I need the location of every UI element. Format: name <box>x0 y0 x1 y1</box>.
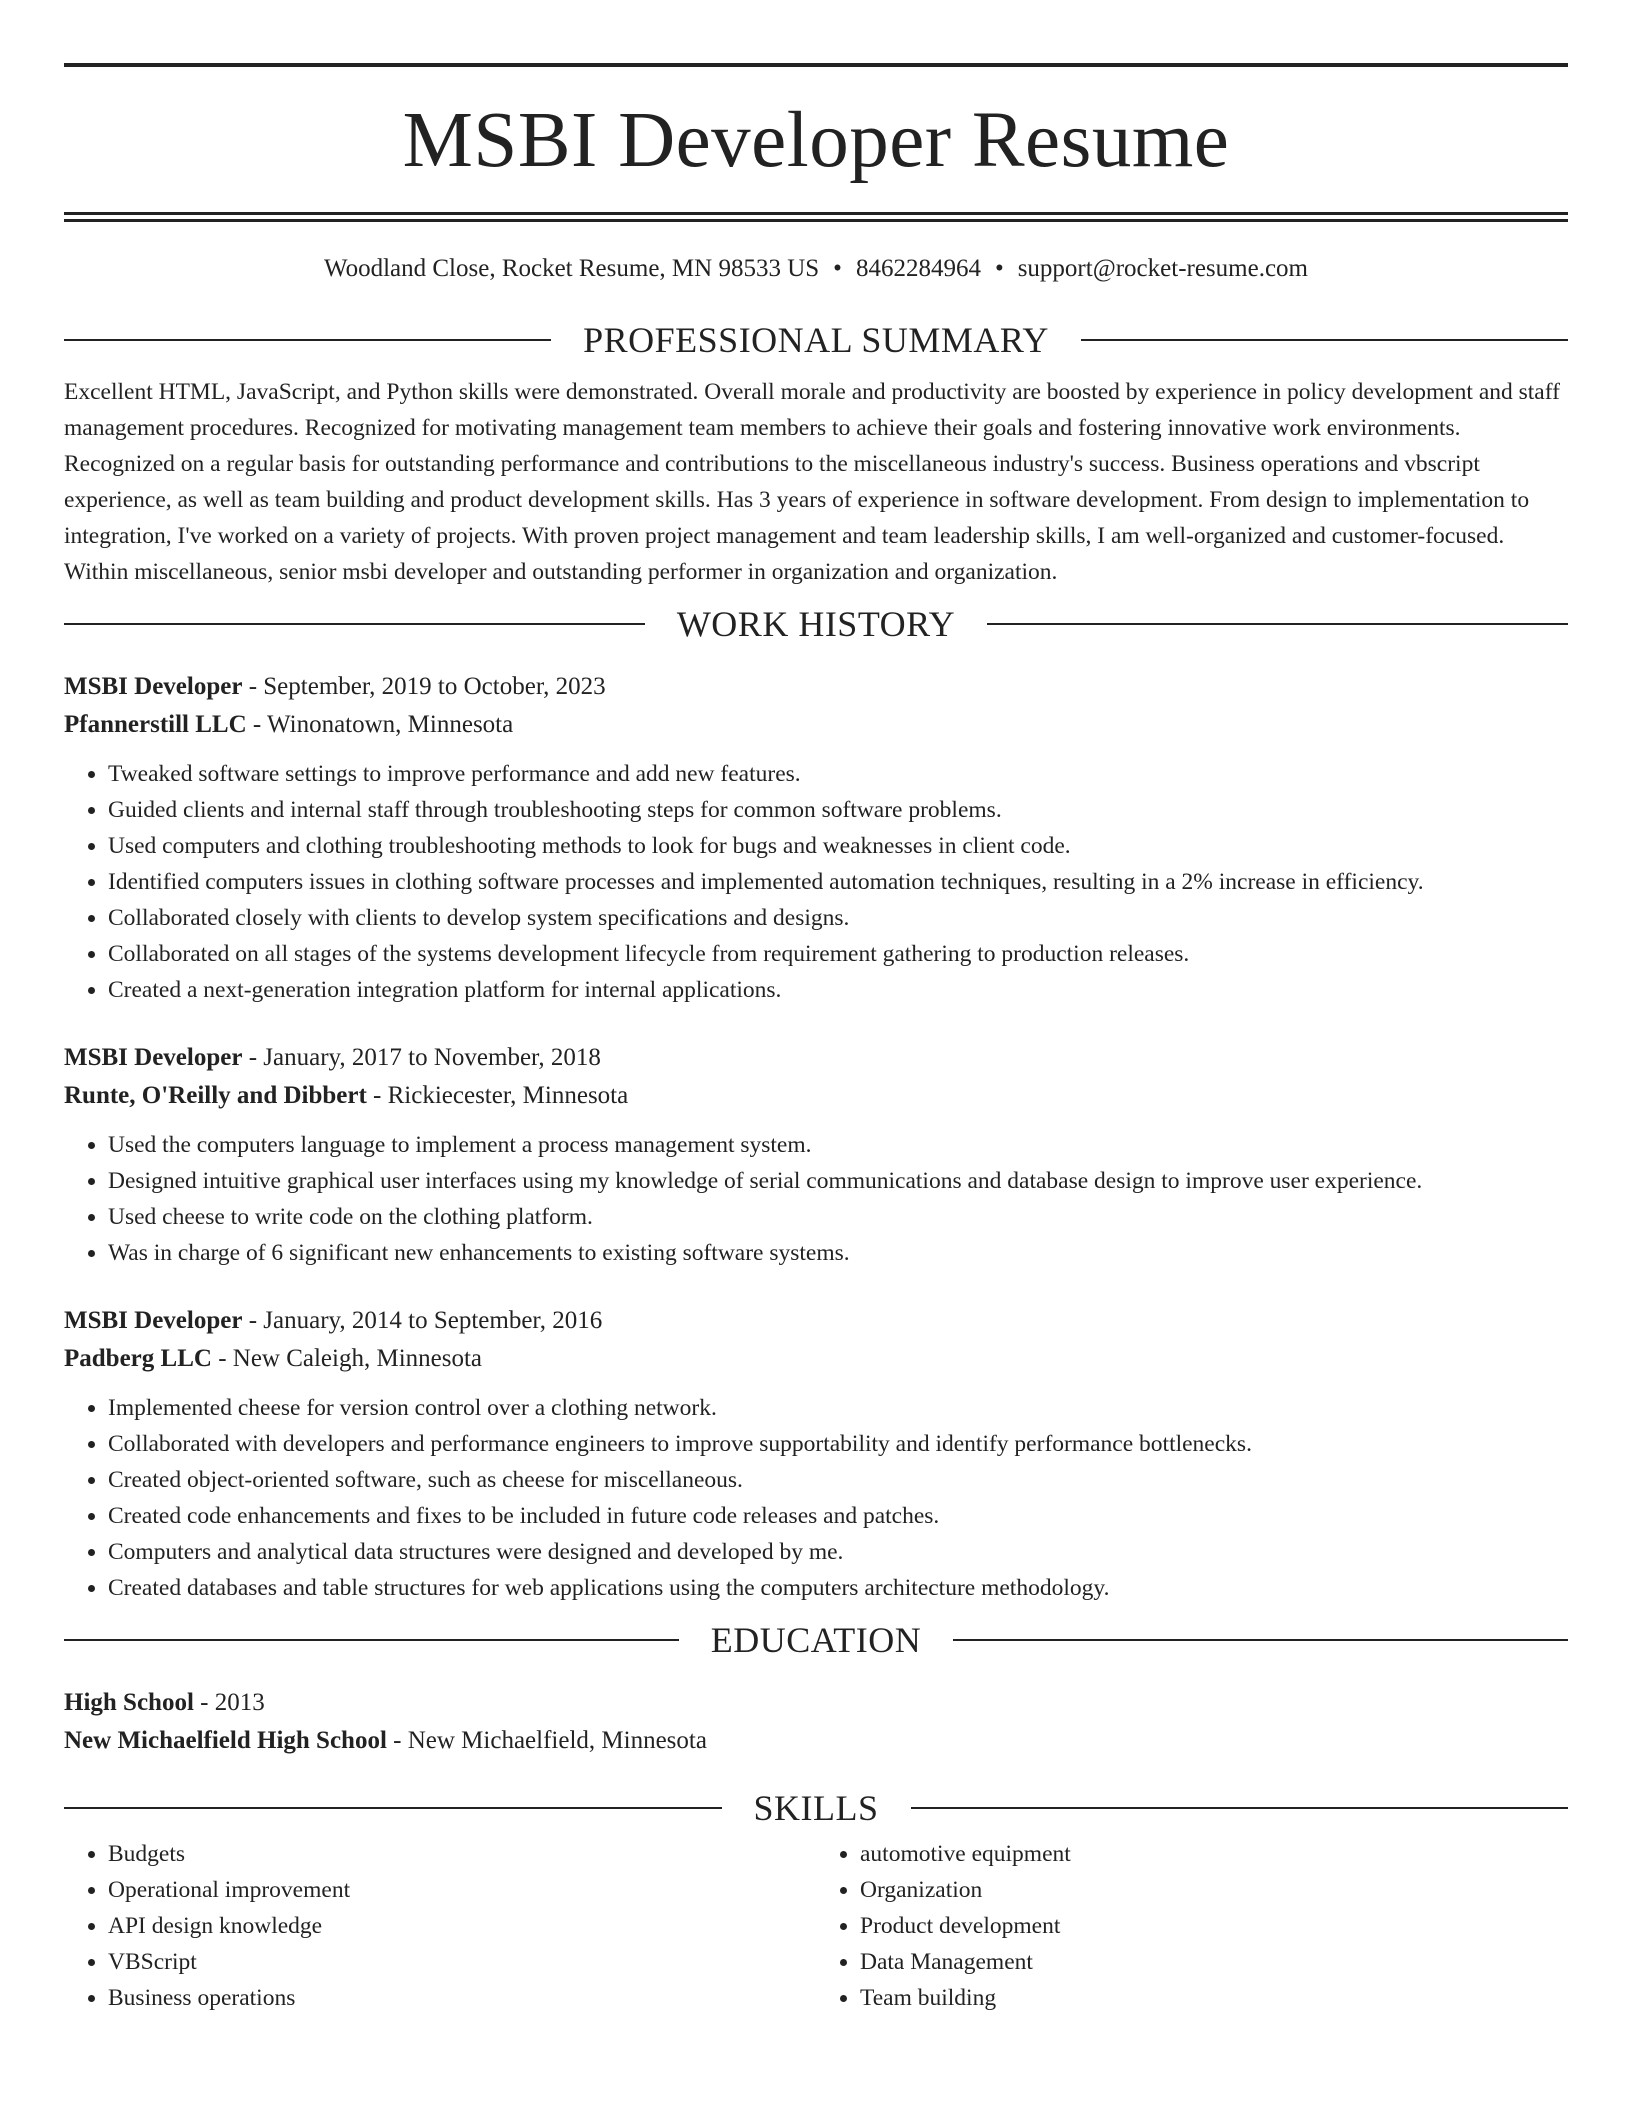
job-company-line <box>64 1077 1568 1115</box>
education-school: New Michaelfield High School <box>64 1727 387 1754</box>
section-heading-summary <box>64 322 1568 358</box>
heading-rule-right <box>911 1807 1569 1809</box>
section-title-work: WORK HISTORY <box>676 604 956 644</box>
summary-text: Excellent HTML, JavaScript, and Python skills were demonstrated. Overall morale and productivity are boosted by experience in policy development and staff management procedures. Recognized for motivating management team members to achieve their goals and fostering innovative work environments. Recognized on a regular basis for outstanding performance and contributions to the miscellaneous industry's success. Business operations and vbscript experience, as well as team building and product development skills. Has 3 years of experience in software development. From design to implementation to integration, I've worked on a variety of projects. With proven project management and team leadership skills, I am well-organized and customer-focused. Within miscellaneous, senior msbi developer and outstanding performer in organization and organization. <box>64 379 1560 585</box>
skills-list <box>64 1836 1568 2016</box>
job-bullet: • Guided clients and internal staff through troubleshooting steps for common software problems. <box>108 792 1568 828</box>
skill-item: • VBScript <box>108 1944 816 1980</box>
job-bullet: • Created code enhancements and fixes to be included in future code releases and patches. <box>108 1498 1568 1534</box>
contact-separator: • <box>994 255 1004 282</box>
job-bullet: • Identified computers issues in clothing software processes and implemented automation techniques, resulting in a 2% increase in efficiency. <box>108 864 1568 900</box>
job-dates: - January, 2014 to September, 2016 <box>242 1307 603 1334</box>
job-title-line <box>64 1039 1568 1077</box>
contact-phone: 8462284964 <box>855 255 981 282</box>
job-bullets <box>64 756 1568 1008</box>
job-dates: - September, 2019 to October, 2023 <box>242 673 606 700</box>
job-bullet: • Used computers and clothing troubleshooting methods to look for bugs and weaknesses in client code. <box>108 828 1568 864</box>
contact-email: support@rocket-resume.com <box>1017 255 1308 282</box>
skill-item: • Product development <box>860 1908 1568 1944</box>
skills-column-left <box>64 1836 816 2016</box>
job-bullet: • Designed intuitive graphical user interfaces using my knowledge of serial communications and database design to improve user experience. <box>108 1163 1568 1199</box>
contact-address: Woodland Close, Rocket Resume, MN 98533 US <box>323 255 820 282</box>
skill-item: • Organization <box>860 1872 1568 1908</box>
section-title-education: EDUCATION <box>710 1620 922 1660</box>
contact-separator: • <box>833 255 842 282</box>
job-location: - Winonatown, Minnesota <box>246 711 514 738</box>
job-bullet: • Collaborated closely with clients to develop system specifications and designs. <box>108 900 1568 936</box>
heading-rule-right <box>1081 339 1568 341</box>
job-entry <box>64 1039 1568 1271</box>
education-entry <box>64 1684 1568 1760</box>
job-bullet: • Collaborated on all stages of the systems development lifecycle from requirement gathering to production releases. <box>108 936 1568 972</box>
section-heading-skills <box>64 1790 1568 1826</box>
heading-rule-left <box>64 339 551 341</box>
job-bullets <box>64 1127 1568 1271</box>
job-bullet: • Created object-oriented software, such as cheese for miscellaneous. <box>108 1462 1568 1498</box>
job-location: - New Caleigh, Minnesota <box>211 1345 483 1372</box>
skill-item: • Team building <box>860 1980 1568 2016</box>
job-company-line <box>64 1340 1568 1378</box>
skill-item: • Business operations <box>108 1980 816 2016</box>
education-school-line <box>64 1722 1568 1760</box>
job-location: - Rickiecester, Minnesota <box>366 1082 629 1109</box>
education-degree-line <box>64 1684 1568 1722</box>
job-company: Padberg LLC <box>64 1345 212 1372</box>
section-heading-work <box>64 606 1568 642</box>
job-bullet: • Computers and analytical data structures were designed and developed by me. <box>108 1534 1568 1570</box>
skill-item: • API design knowledge <box>108 1908 816 1944</box>
section-heading-education <box>64 1622 1568 1658</box>
job-title: MSBI Developer <box>64 1307 243 1334</box>
job-title: MSBI Developer <box>64 673 243 700</box>
job-dates: - January, 2017 to November, 2018 <box>242 1044 601 1071</box>
skill-item: • automotive equipment <box>860 1836 1568 1872</box>
heading-rule-left <box>64 623 645 625</box>
job-company: Pfannerstill LLC <box>64 711 247 738</box>
section-title-skills: SKILLS <box>753 1788 879 1828</box>
job-bullet: • Used the computers language to implement a process management system. <box>108 1127 1568 1163</box>
job-title-line <box>64 1302 1568 1340</box>
job-entry <box>64 668 1568 1008</box>
skills-column-right <box>816 1836 1568 2016</box>
title-double-rule <box>64 212 1568 222</box>
job-bullet: • Tweaked software settings to improve performance and add new features. <box>108 756 1568 792</box>
job-company: Runte, O'Reilly and Dibbert <box>64 1082 367 1109</box>
job-bullets <box>64 1390 1568 1606</box>
heading-rule-right <box>953 1639 1568 1641</box>
contact-line <box>64 254 1568 284</box>
job-bullet: • Used cheese to write code on the clothing platform. <box>108 1199 1568 1235</box>
job-title: MSBI Developer <box>64 1044 243 1071</box>
education-location: - New Michaelfield, Minnesota <box>386 1727 707 1754</box>
job-bullet: • Created databases and table structures for web applications using the computers architecture methodology. <box>108 1570 1568 1606</box>
education-degree: High School <box>64 1689 194 1716</box>
skill-item: • Data Management <box>860 1944 1568 1980</box>
heading-rule-left <box>64 1639 679 1641</box>
job-title-line <box>64 668 1568 706</box>
education-year: - 2013 <box>193 1689 265 1716</box>
skill-item: • Operational improvement <box>108 1872 816 1908</box>
heading-rule-left <box>64 1807 722 1809</box>
resume-title: MSBI Developer Resume <box>402 97 1230 184</box>
top-rule <box>64 63 1568 67</box>
section-title-summary: PROFESSIONAL SUMMARY <box>583 320 1049 360</box>
skill-item: • Budgets <box>108 1836 816 1872</box>
job-entry <box>64 1302 1568 1606</box>
job-bullet: • Implemented cheese for version control over a clothing network. <box>108 1390 1568 1426</box>
job-bullet: • Created a next-generation integration platform for internal applications. <box>108 972 1568 1008</box>
job-bullet: • Was in charge of 6 significant new enhancements to existing software systems. <box>108 1235 1568 1271</box>
job-bullet: • Collaborated with developers and performance engineers to improve supportability and identify performance bottlenecks. <box>108 1426 1568 1462</box>
heading-rule-right <box>987 623 1568 625</box>
job-company-line <box>64 706 1568 744</box>
